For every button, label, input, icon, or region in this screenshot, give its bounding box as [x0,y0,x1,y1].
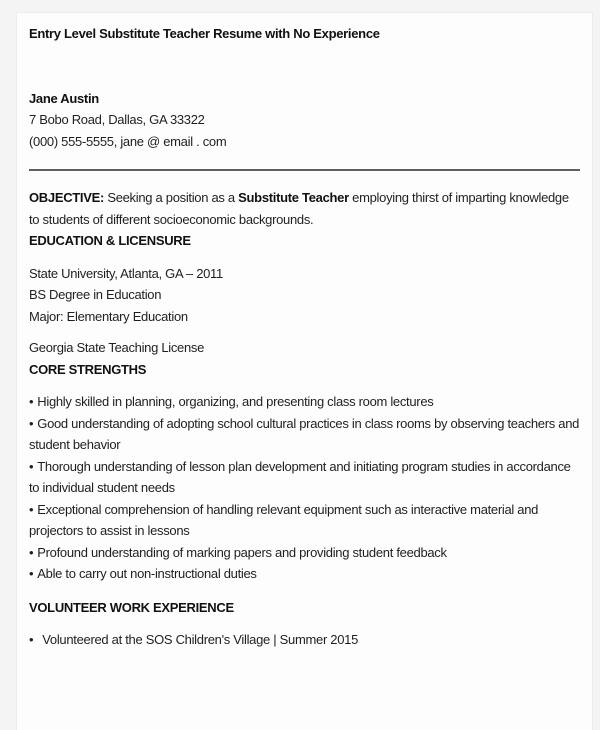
phone-email-line: (000) 555-5555, jane @ email . com [29,133,227,149]
education-details [29,263,580,328]
candidate-name: Jane Austin [29,90,99,106]
bullet-marker: • [29,415,34,431]
bullet-marker: • [29,458,34,474]
resume-page [16,12,593,730]
bullet-marker: • [29,394,34,409]
section-heading-core-strengths: CORE STRENGTHS [29,361,147,377]
objective-text-after: employing thirst of imparting knowledge to students of different socioeconomic backgrounds. [29,190,569,227]
education-degree-line: BS Degree in Education [29,287,162,302]
bullet-marker: • [29,501,34,517]
list-item-text: Thorough understanding of lesson plan development and initiating program studies in accordance to individual student needs [29,458,571,495]
list-item [29,456,580,499]
list-item-text: Volunteered at the SOS Children's Village | Summer 2015 [42,632,359,647]
objective-label: OBJECTIVE: [29,190,105,205]
resume-title: Entry Level Substitute Teacher Resume with No Experience [29,26,380,41]
education-major-line: Major: Elementary Education [29,308,188,324]
list-item [29,391,580,413]
list-item-text: Profound understanding of marking papers and providing student feedback [37,544,447,560]
core-strengths-list [29,391,580,585]
list-item-text: Exceptional comprehension of handling relevant equipment such as interactive material and projectors to assist in lessons [29,501,539,538]
resume-document [17,13,592,651]
list-item [29,499,580,542]
address-line: 7 Bobo Road, Dallas, GA 33322 [29,112,205,127]
objective-paragraph [29,187,580,230]
education-school-line: State University, Atlanta, GA – 2011 [29,265,223,281]
divider [29,169,580,171]
bullet-marker: • [29,632,34,647]
section-heading-education: EDUCATION & LICENSURE [29,233,191,248]
objective-bold-phrase: Substitute Teacher [238,190,349,205]
list-item-text: Able to carry out non-instructional duties [37,566,257,581]
list-item-text: Good understanding of adopting school cultural practices in class rooms by observing teachers and student behavior [29,415,580,452]
list-item [29,563,580,585]
contact-block [29,109,580,152]
objective-text-before: Seeking a position as a [107,190,235,205]
section-heading-volunteer: VOLUNTEER WORK EXPERIENCE [29,599,234,615]
license-line: Georgia State Teaching License [29,340,205,355]
list-item [29,629,580,651]
list-item [29,413,580,456]
bullet-marker: • [29,566,34,581]
list-item [29,542,580,564]
volunteer-list [29,629,580,651]
bullet-marker: • [29,544,34,560]
list-item-text: Highly skilled in planning, organizing, and presenting class room lectures [37,394,434,409]
